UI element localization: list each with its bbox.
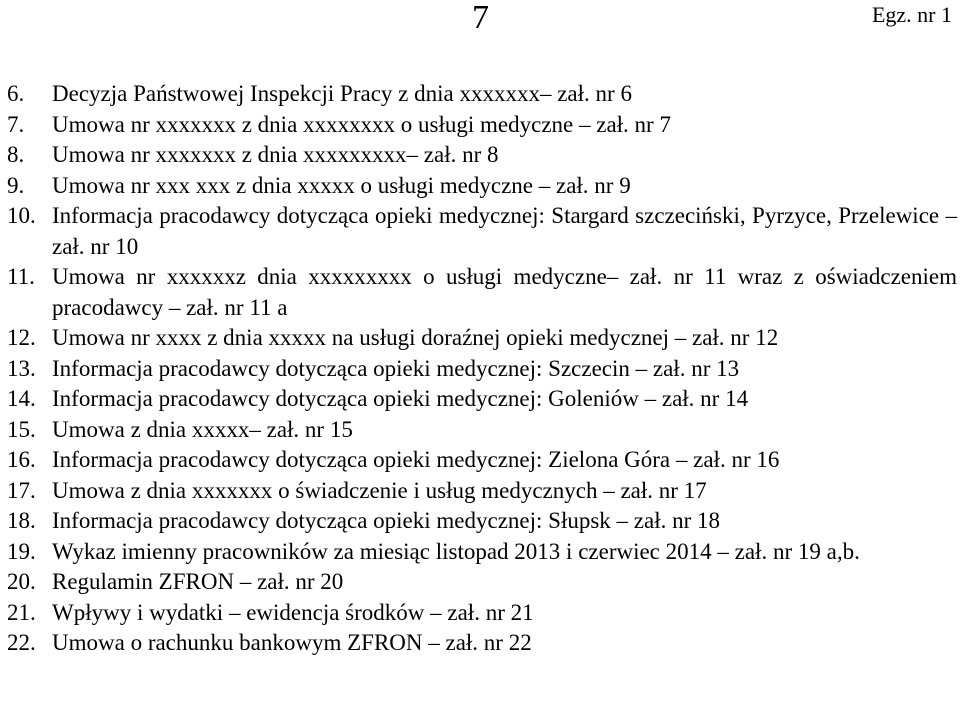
list-item: [7, 628, 957, 659]
item-text: Umowa nr xxxxxxx z dnia xxxxxxxx o usługi medyczne – zał. nr 7: [52, 111, 671, 137]
item-text: Umowa nr xxxx z dnia xxxxx na usługi doraźnej opieki medycznej – zał. nr 12: [52, 325, 779, 350]
list-item: [7, 323, 957, 354]
item-text: Informacja pracodawcy dotycząca opieki medycznej: Słupsk – zał. nr 18: [52, 508, 721, 533]
item-text: Umowa z dnia xxxxx– zał. nr 15: [52, 416, 353, 442]
item-text: Regulamin ZFRON – zał. nr 20: [52, 569, 344, 594]
item-text: Informacja pracodawcy dotycząca opieki medycznej: Zielona Góra – zał. nr 16: [52, 447, 780, 472]
list-item: [7, 201, 957, 262]
item-text: Umowa o rachunku bankowym ZFRON – zał. nr 22: [52, 630, 532, 655]
page-number: 7: [472, 0, 489, 36]
list-item: [7, 445, 957, 476]
item-text: Informacja pracodawcy dotycząca opieki medycznej: Goleniów – zał. nr 14: [52, 386, 749, 411]
attachment-list: [7, 79, 957, 659]
list-item: [7, 110, 957, 141]
item-text: Decyzja Państwowej Inspekcji Pracy z dnia xxxxxxx– zał. nr 6: [52, 81, 632, 106]
list-item: [7, 476, 957, 507]
item-text: Umowa z dnia xxxxxxx o świadczenie i usług medycznych – zał. nr 17: [52, 477, 707, 503]
list-item: [7, 384, 957, 415]
item-number: 11.: [7, 264, 35, 289]
item-number: 9.: [7, 172, 25, 198]
item-text: Informacja pracodawcy dotycząca opieki medycznej: Stargard szczeciński, Pyrzyce, Przelewice – zał. nr 10: [52, 203, 957, 259]
list-item: [7, 598, 957, 629]
list-item: [7, 506, 957, 537]
list-item: [7, 171, 957, 202]
item-text: Wykaz imienny pracowników za miesiąc listopad 2013 i czerwiec 2014 – zał. nr 19 a,b.: [52, 538, 860, 564]
item-number: 22.: [7, 630, 36, 655]
item-number: 16.: [7, 447, 36, 472]
item-number: 21.: [7, 599, 36, 625]
item-number: 6.: [7, 81, 25, 106]
item-number: 17.: [7, 477, 36, 503]
item-text: Umowa nr xxx xxx z dnia xxxxx o usługi medyczne – zał. nr 9: [52, 172, 631, 198]
list-item: [7, 140, 957, 171]
item-number: 18.: [7, 508, 36, 533]
copy-label: Egz. nr 1: [871, 2, 952, 27]
item-number: 7.: [7, 111, 25, 137]
item-text: Informacja pracodawcy dotycząca opieki medycznej: Szczecin – zał. nr 13: [52, 355, 740, 381]
item-number: 13.: [7, 355, 36, 381]
list-item: [7, 415, 957, 446]
item-number: 19.: [7, 538, 36, 564]
list-item: [7, 262, 957, 323]
list-item: [7, 567, 957, 598]
item-number: 10.: [7, 203, 36, 228]
item-number: 20.: [7, 569, 36, 594]
item-text: Wpływy i wydatki – ewidencja środków – zał. nr 21: [52, 599, 534, 625]
item-number: 14.: [7, 386, 36, 411]
list-item: [7, 537, 957, 568]
item-number: 8.: [7, 142, 25, 167]
list-item: [7, 354, 957, 385]
item-number: 12.: [7, 325, 36, 350]
item-text: Umowa nr xxxxxxz dnia xxxxxxxxx o usługi medyczne– zał. nr 11 wraz z oświadczeniem pracodawcy – zał. nr 11 a: [52, 264, 957, 320]
list-item: [7, 79, 957, 110]
item-number: 15.: [7, 416, 36, 442]
item-text: Umowa nr xxxxxxx z dnia xxxxxxxxx– zał. nr 8: [52, 142, 499, 167]
